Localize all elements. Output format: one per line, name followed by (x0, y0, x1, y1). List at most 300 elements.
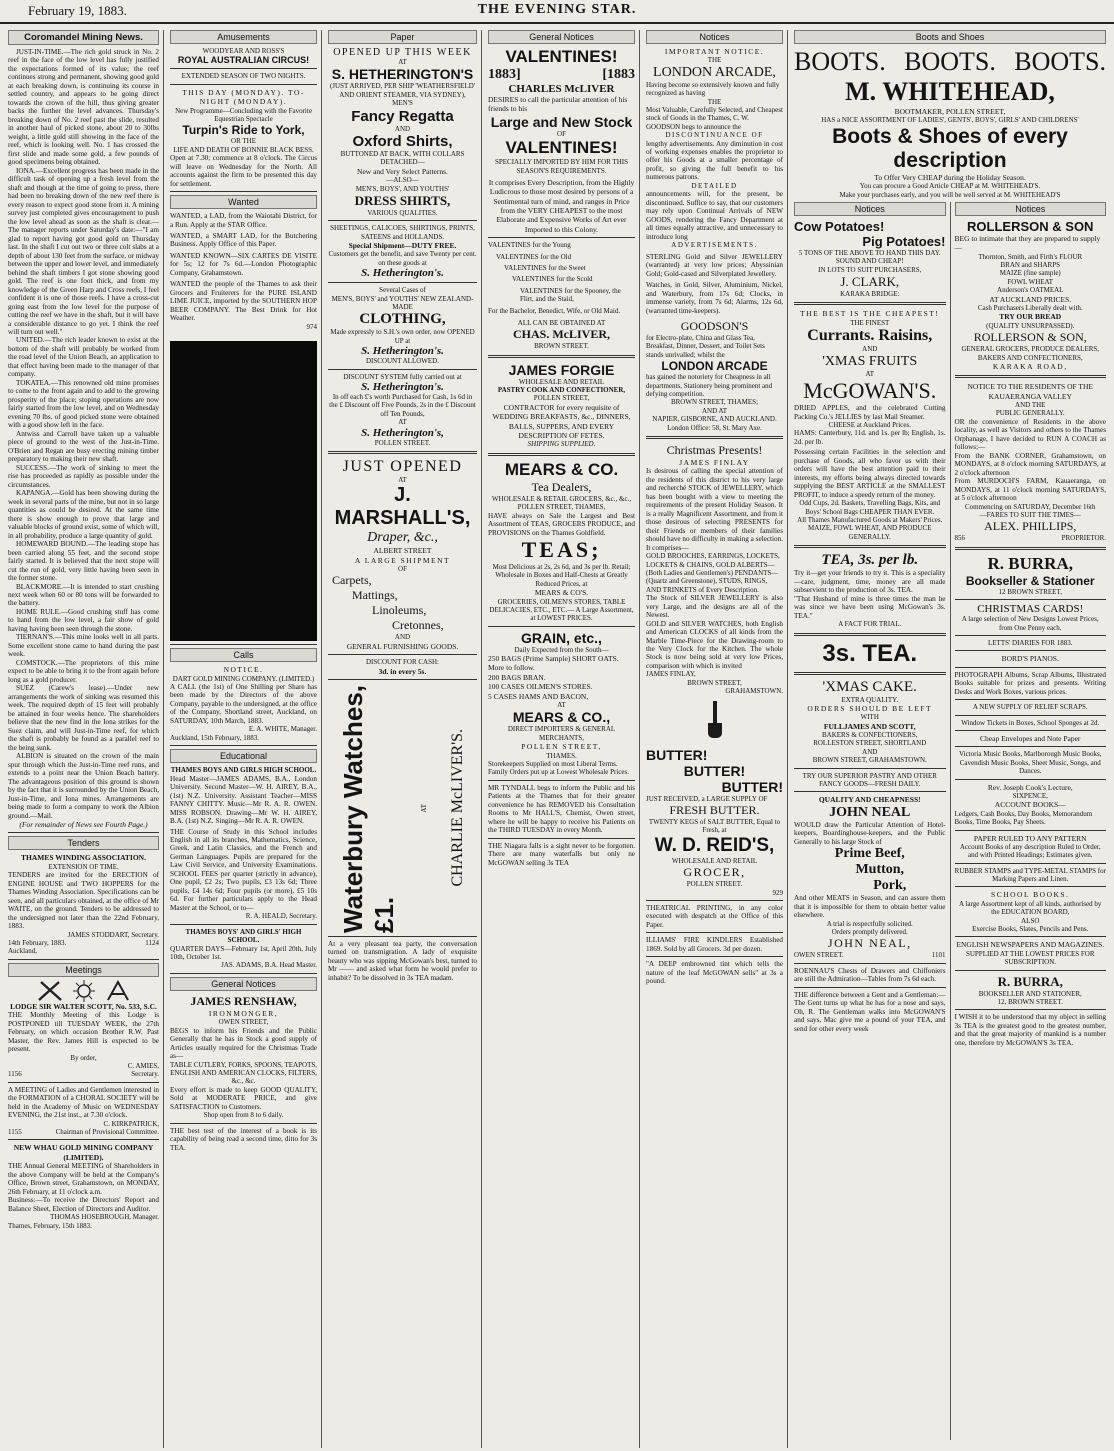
ad-body: Is desirous of calling the special attention of the residents of this district to his very large and recherché STOCK of JEWELLERY, which has been bought with a view to meeting the requirements of the present Holiday Season. It is a really Magnificent Assortment, and from it those desirous of selecting PRESENTS for their Friends or members of their families should have no difficulty in making a selection. It comprises— (646, 467, 783, 552)
ad-body: And other MEATS in Season, and can assure them that it is impossible for them to obtain better value elsewhere. (794, 894, 946, 920)
ad-line: Account Books of any description Ruled to Order, and with Printed Headings; Estimates given. (959, 842, 1101, 860)
ad-line: PUBLIC GENERALLY. (995, 409, 1065, 418)
ad-body: ROENNAU'S Chests of Drawers and Chiffoniers are still the Admiration—Tables from 7s 6d each. (794, 966, 946, 984)
tyndall-notice: MR TYNDALL begs to inform the Public and his Patients at the Thames that for their greater convenience he has REMOVED his Consultation Rooms to Mr HALL'S, Chemist, Owen street, where he will be happy to receive his Patients on the THIRD TUESDAY in every Month. (488, 783, 635, 835)
news-paragraph: ALBION is situated on the crown of the main spur through which the Just-in-Time reef runs, and extends to a point near the Union Beach battery. The advantageous position of this ground is shown by the fact that it is surrounded by the Union Beach, Just-in-Time, and Iona mines. Arrangements are being made to form a company to work the Albion ground.—Mail. (8, 752, 159, 820)
ad-headline: BUTTER! (721, 778, 783, 795)
ad-line: THAMES. (546, 751, 577, 760)
masthead (0, 0, 1114, 24)
shop-name: JOHN NEAL (829, 804, 911, 820)
ad-line: VARIOUS QUALITIES. (367, 208, 438, 217)
ad-headline: Fancy Regatta (351, 107, 454, 125)
ad-number: 929 (772, 888, 783, 897)
ad-headline: Boots & Shoes of every description (832, 124, 1068, 172)
tea-notice: "A DEEP embrowned tint which tells the nature of the leaf McGOWAN sells" at 3s a pound. (646, 960, 783, 986)
ad-line: A FACT FOR TRIAL. (838, 620, 902, 629)
ad-line: PASTRY COOK AND CONFECTIONER, (497, 386, 626, 395)
boots-word: BOOTS. (1014, 47, 1106, 76)
notices-subcolumn-a (794, 202, 951, 1440)
section-header: Meetings (8, 963, 159, 977)
ad-line: IMPORTANT NOTICE. (664, 47, 765, 56)
column-notices (642, 30, 788, 1448)
ad-line: Thornton, Smith, and Firth's FLOUR (978, 252, 1083, 261)
ad-line: AND (394, 124, 411, 133)
renshaw-items: TABLE CUTLERY, FORKS, SPOONS, TEAPOTS, ENGLISH AND AMERICAN CLOCKS, FILTERS, &c., &c. (170, 1060, 317, 1086)
ad-line: Cretonnes, (392, 618, 444, 633)
ad-line: Made expressly to S.H.'s own order, now OPENED UP at (330, 328, 475, 345)
ad-line: Carpets, (332, 573, 372, 588)
section-header: Notices (955, 202, 1107, 216)
ad-line: New and Very Select Patterns. (357, 166, 448, 176)
ad-line: Most Delicious at 2s, 2s 6d, and 3s per lb. Retail; Wholesale in Boxes and Half-Chests at Greatly Reduced Prices, at (492, 562, 631, 588)
shop-name: ALEX. PHILLIPS, (984, 519, 1077, 534)
ad-line: PROPRIETOR. (1061, 534, 1106, 543)
section-header: Educational (170, 749, 317, 763)
ad-line: GROCER, (683, 865, 746, 880)
ad-line: POLLEN STREET, (521, 742, 602, 752)
ad-line: 3d. in every 5s. (378, 666, 427, 676)
ad-line: GENERAL GROCERS, PRODUCE DEALERS, BAKERS AND CONFECTIONERS, (961, 345, 1100, 362)
year-right: [1883 (602, 67, 635, 82)
ad-line: AND AT (701, 406, 728, 415)
ad-line: MEN'S, BOYS' and YOUTHS' NEW ZEALAND-MADE (331, 294, 474, 311)
lodge-role: Secretary. (131, 1070, 159, 1079)
news-paragraph: SUCCESS.—The work of sinking to meet the rise has proceeded as rapidly as possible under the circumstances. (8, 463, 159, 489)
school-body: THE Course of Study in this School includes English in all its branches, Mathematics, Science, Greek, and Latin Classics, and the French and German Languages. Pupils are prepared for the Law Civil Service, and University Examinations. SCHOOL FEES per quarter (strictly in advance), One pupil, £2 2s; Two pupils, £3 13s 6d; Three pupils, £4 14s 6d; Four pupils (or more), £5 10s 6d. For further particulars apply to the Head Master at the School, or to— (170, 827, 317, 912)
shop-name: FULLJAMES AND SCOTT, (823, 721, 916, 731)
shop-name: GOODSON'S (680, 319, 749, 333)
ad-body: WOULD draw the Particular Attention of Hotel-keepers, Boardinghouse-keepers, and the Public Generally to his large Stock of (794, 820, 946, 846)
ad-headline: Oxford Shirts, (352, 132, 453, 150)
sun-face-icon (73, 980, 95, 1002)
school-signature: R. A. HEALD, Secretary. (245, 912, 317, 921)
shop-name: CHAS. McLIVER, (512, 327, 610, 342)
ad-body: HAVE always on Sale the Largest and Best Assortment of TEAS, GROCERS PRODUCE, and PROVISIONS on the Thames Goldfield. (488, 511, 635, 537)
ad-title: THAMES WINDING ASSOCIATION. (21, 853, 146, 863)
section-header: Tenders (8, 836, 159, 850)
ad-line: FRESH BUTTER. (669, 803, 760, 817)
mining-news-body (8, 48, 159, 820)
ad-line: BROWN STREET, THAMES; (670, 398, 759, 407)
ad-line: 12 BROWN STREET, (998, 587, 1062, 596)
ad-line: NOTICE TO THE RESIDENTS OF THE KAUAERANGA VALLEY (967, 382, 1093, 401)
ad-headline: GRAIN, etc., (521, 629, 602, 646)
ad-line: LETTS' DIARIES FOR 1883. (988, 639, 1073, 648)
ad-line: AT AUCKLAND PRICES. (989, 294, 1072, 304)
school-staff: Head Master—JAMES ADAMS, B.A., London University. Second Master—W. H. AIREY, B.A., (1st) N.Z. University. Assistant Teacher—MISS FANNY CHITTY. Music—Mr R. A. R. OWEN. MISS ROBSON. Drawing—Mr W. H. AIREY, B.A. (1st) N.Z. Singing—Mr R. A. R. OWEN. (170, 774, 317, 826)
ad-line: THE (707, 97, 722, 106)
ad-line: JAMES FINLAY, (646, 670, 696, 679)
news-paragraph: BLACKMORE.—It is intended to start crushing next week when 60 or 80 tons will be forwarded to the battery. (8, 582, 159, 608)
ad-line: POLLEN STREET, (533, 394, 590, 403)
ad-body: PHOTOGRAPH Albums, Scrap Albums, Illustrated Books suitable for prizes and presents. Writing Desks and Work Boxes, various prices. (954, 670, 1106, 696)
valentine-line: VALENTINES for the Scold (512, 275, 593, 284)
ad-line: Cash Purchasers Liberally dealt with. (977, 304, 1083, 312)
ad-line: Tea Dealers, (531, 479, 592, 494)
renshaw-street: OWEN STREET, (218, 1018, 269, 1027)
ad-line: FOWL WHEAT (1007, 277, 1054, 286)
waterbury-headline: Waterbury Watches, £1. (338, 684, 400, 933)
ad-line: RUBBER STAMPS and TYPE-METAL STAMPS for Marking Papers and Linen. (954, 866, 1106, 884)
ad-line: WHOLESALE & RETAIL GROCERS, &c., &c., (491, 494, 632, 503)
ad-line: DISCOUNT SYSTEM fully carried out at (343, 372, 462, 381)
shop-name: JAMES FINLAY (679, 457, 750, 467)
ad-line: BROWN STREET, (687, 678, 742, 687)
ad-headline: TEAS; (521, 536, 602, 562)
ad-line: KARAKA ROAD, (992, 361, 1068, 371)
ad-line: WITH (860, 713, 879, 722)
news-paragraph: IONA.—Excellent progress has been made in the difficult task of opening up a fresh level from the shaft and though at the time of going to press, there had been no breaking down of the new reef there is every reason to expect good stone from it. A mining survey just completed gives encouragement to push the low level ahead as soon as the shaft is clear.—The manager reports under Saturday's date:—"I am glad to report having got good gold on Thursday last. In the shaft I cut out two or three colt slabs at a depth of about 130 feet from the surface, or midway between the upper and lower level, and immediately behind the shaft timbers I got stone showing good gold. The reef is one foot thick, and from my knowledge of the Green Harp and Cross reefs, I feel confident it is one of those reefs. I have a cross-cut going east from the low level for the purpose of cutting the reef we have in the shaft, but it will have a considerable distance to go yet. I think the reef will turn out well." (8, 166, 159, 336)
ad-line: DETAILED (691, 181, 738, 190)
shop-name: JAMES FORGIE (508, 361, 615, 378)
ad-body: THE difference between a Gent and a Gentleman:—The Gent turns up what he has for a nose and says, Oh, R. The Gentleman walks into McGOWAN'S and says, Mac give me a pound of your TEA, and send for other every week (794, 990, 946, 1033)
ad-line: Anderson's OATMEAL (997, 286, 1064, 295)
ad-line: POLLEN STREET. (374, 438, 431, 447)
ad-line: AND THE (1015, 401, 1046, 410)
ad-headline: Pig Potatoes! (862, 233, 946, 249)
circus-or: OR THE (231, 137, 256, 146)
choral-body: A MEETING of Ladies and Gentlemen interested in the FORMATION of a CHORAL SOCIETY will be held in the Academy of Music on WEDNESDAY EVENING, the 21st inst., at 7.30 o'clock. (8, 1085, 159, 1120)
ad-headline: Prime Beef, (834, 846, 905, 862)
notice-company: DART GOLD MINING COMPANY. (LIMITED.) (172, 674, 315, 683)
ad-line: You can procure a Good Article CHEAP at M. WHITEHEAD'S. (859, 182, 1041, 191)
ad-line: In off each £'s worth Purchased for Cash, 1s 6d in the £ Discount off Five Pounds, 2s in the £ Discount off Ten Pounds, (329, 392, 476, 418)
renshaw-effort: Every effort is made to keep GOOD QUALITY, Sold at MODERATE PRICE, and give SATISFACTION to Customers. (170, 1085, 317, 1111)
ad-line: WHOLESALE AND RETAIL (518, 377, 605, 386)
wanted-ad: WANTED KNOWN—SIX CARTES DE VISITE for 5s; 12 for 7s 6d.—London Photographic Company, Grahamstown. (170, 251, 317, 277)
shop-name: W. D. REID'S, (654, 834, 775, 856)
notice-date: Auckland, 15th February, 1883. (170, 733, 259, 742)
renshaw-shop: Shop open from 8 to 6 daily. (203, 1111, 284, 1120)
ad-body: "That Husband of mine is three times the man he was since we have been using McGowan's 3s. TEA." (794, 594, 946, 620)
redacted-block (170, 341, 317, 641)
ad-number: 974 (306, 322, 317, 331)
ad-line: BORD'S PIANOS. (1001, 654, 1059, 664)
shop-name: LONDON ARCADE (661, 359, 768, 374)
ad-line: BROWN STREET, GRAHAMSTOWN. (812, 756, 927, 765)
ad-line: CHEESE at Auckland Prices. (828, 421, 911, 429)
ad-line: Window Tickets in Boxes, School Sponges at 2d. (961, 718, 1100, 727)
ad-line: BOOTMAKER, POLLEN STREET, (894, 107, 1006, 116)
ad-line: for Electro-plate, China and Glass Tea, Breakfast, Dinner, Dessert, and Toilet Sets stands unrivalled; whilst the (646, 334, 765, 359)
ad-line: DISCOUNT ALLOWED. (366, 357, 439, 366)
renshaw-foot: THE best test of the interest of a book is its capability of being read a second time, ditto for 3s TEA. (170, 1126, 317, 1152)
year-left: 1883] (488, 67, 521, 82)
ad-line: (JUST ARRIVED, PER SHIP 'WEATHERSFIELD' AND ORIENT STEAMER, VIA SYDNEY), (329, 82, 476, 99)
ad-line: POLLEN STREET, THAMES, (517, 503, 606, 512)
ad-line: DIRECT IMPORTERS & GENERAL MERCHANTS, (507, 725, 616, 742)
section-header: Wanted (170, 195, 317, 209)
ad-line: MAIZE (fine sample) (999, 269, 1061, 278)
news-paragraph: KAPANGA.—Gold has been showing during the week in several parts of the mine, but not in so large quantities as could be desired. At the same time there is show enough to prove that large and valuable blocks of ground exist, some of which will, in all probability, produce a large quantity of gold. (8, 489, 159, 540)
ad-line: DISCOUNT FOR CASH: (366, 658, 439, 667)
ad-line: Make your purchases early, and you will be well served at M. WHITEHEAD'S (839, 190, 1061, 199)
ad-date: 14th February, 1883. (8, 939, 67, 947)
ad-line: SHIPPING SUPPLIED. (527, 440, 596, 449)
ad-line: MAIZE, FOWL WHEAT, AND PRODUCE GENERALLY. (807, 524, 932, 541)
ad-headline: Mutton, (855, 862, 905, 878)
school2-title: THAMES BOYS' AND GIRLS' HIGH SCHOOL. (185, 927, 302, 945)
valentine-line: For the Bachelor, Benedict, Wife, or Old Maid. (488, 306, 621, 315)
valentine-line: VALENTINES for the Young (488, 241, 571, 250)
ad-headline: BUTTER! (646, 746, 708, 763)
ad-line: Ledgers, Cash Books, Day Books, Memorandum Books, Time Books, Pay Sheets. (954, 809, 1093, 827)
ad-line: Bookseller & Stationer (965, 573, 1095, 588)
ad-line: BROWN STREET. (534, 342, 589, 351)
shop-name: J. MARSHALL'S, (334, 484, 471, 530)
ad-headline: 'XMAS CAKE. (822, 678, 917, 695)
ad-body: HAMS: Canterbury, 11d. and 1s. per lb; English, 1s. 2d. per lb. (794, 429, 946, 446)
whau-business: Business:—To receive the Directors' Report and Balance Sheet, Election of Directors and Auditor. (8, 1196, 159, 1213)
notices-subcolumn-b (951, 202, 1107, 1440)
shop-name: MEARS & CO. (504, 459, 619, 479)
shop-name: S. Hetherington's. (361, 267, 444, 280)
ad-line: 5 TONS OF THE ABOVE TO HAND THIS DAY. (798, 248, 941, 257)
ad-line: Customers get the benefit, and save Twenty per cent. on these goods at (328, 250, 477, 267)
news-paragraph: COMSTOCK.—The proprietors of this mine expect to be able to bring it to the front again before long as a gold producer. (8, 658, 159, 684)
circus-new: New Programme—Concluding with the Favorite Equestrian Spectacle (175, 106, 312, 123)
notice-body: A CALL (the 1st) of One Shilling per Share has been made by the Directors of the above Company, payable to the undersigned, at the office of the Company, Shortland street, Auckland, on SATURDAY, 10th March, 1883. (170, 683, 317, 725)
circus-day: THIS DAY (MONDAY). TO-NIGHT (MONDAY). (182, 87, 305, 107)
ad-line: AT (865, 369, 875, 378)
ad-headline: CHRISTMAS CARDS! (977, 603, 1084, 616)
ad-line: GENERAL FURNISHING GOODS. (346, 641, 459, 651)
section-header: Amusements (170, 30, 317, 44)
valentines-list (488, 241, 635, 315)
ad-body: announcements will, for the present, be discontinued. Suffice to say, that our customers may rely upon Continual Arrivals of NEW GOODS, rendering the Fancy Department at all times equally attractive, and unnecessary to introduce long (646, 190, 783, 241)
ad-line: —ALSO— (386, 176, 419, 185)
ad-line: AT (398, 475, 407, 484)
section-header: Notices (794, 202, 946, 216)
ad-body: I WISH it to be understood that my object in selling 3s TEA is the greatest good to the greatest number, and that the great majority of mankind is a number one, therefore try McGOWAN'S 3s TEA. (954, 1013, 1106, 1047)
whau-signature: THOMAS HOSEBROUGH, Manager. (50, 1213, 159, 1222)
ad-line: Commencing on SATURDAY, December 16th (965, 502, 1096, 511)
ad-body: DRIED APPLES, and the celebrated Cutting Packing Co.'s JELLIES by last Mail Steamer. (794, 404, 946, 421)
ad-line: Victoria Music Books, Marlborough Music Books, Cavendish Music Books, Sheet Music, Songs, and Dances. (959, 750, 1102, 776)
lodge-order: By order, (70, 1053, 97, 1062)
ad-number: 1156 (8, 1070, 22, 1079)
ad-headline: Pork, (873, 878, 907, 894)
renshaw-trade: IRONMONGER, (208, 1008, 279, 1018)
ad-line: MEN'S (392, 99, 413, 108)
ad-body: Try it—get your friends to try it. This is a speciality—care, judgment, time, money are all made subservient to the production of 3s. TEA. (794, 569, 946, 595)
section-header: Paper (328, 30, 477, 44)
ad-body: GOLD and SILVER WATCHES, both English and American CLOCKS of all kinds from the Marble Time-Piece for the Drawing-room to the Very Clock for the Kitchen. The whole Stock is now being sold at very low Prices, comparison with which is invited (646, 619, 783, 670)
notice-signature: E. A. WHITE, Manager. (248, 725, 317, 734)
ad-body: STERLING Gold and Silver JEWELLERY (warranted) at very low prices; Abyssinian Gold; Gold-cased and Silverplated Jewellery. (646, 252, 783, 278)
ad-line: Daily Expected from the South— (514, 645, 609, 654)
ad-line: SUPPLIED AT THE LOWEST PRICES FOR SUBSCRIPTION. (965, 949, 1095, 967)
ad-line: TRY OUR BREAD (999, 312, 1062, 322)
ad-line: GRAHAMSTOWN. (725, 687, 783, 696)
news-paragraph: SUEZ (Carew's lease).—Under new arrangements the work of sinking was resumed this week. The required depth of 15 feet will probably be attained in four weeks hence. The shareholders believe that the new find in the Iona strikes for the Suez claim, and will Just-in-Time reef, for which the shaft is probably be found as a parallel reef to the being sunk. (8, 684, 159, 752)
ad-line: OPENED UP THIS WEEK (333, 47, 472, 58)
ad-line: DESIRES to call the particular attention of his friends to his (488, 95, 628, 114)
ad-line: Several Cases of (379, 286, 426, 295)
ad-line: GROCERIES, OILMEN'S STORES, TABLE DELICACIES, ETC., ETC.— A Large Assortment, at LOWEST PRICES. (489, 597, 634, 623)
valentine-line: VALENTINES for the Sweet (504, 263, 586, 272)
lodge-signature: C. AMIES, (127, 1061, 159, 1070)
ad-line: ROLLESTON STREET, SHORTLAND (813, 739, 927, 748)
ad-line: BRAN and SHARPS (1000, 261, 1060, 270)
school-title: THAMES BOYS AND GIRLS HIGH SCHOOL. (170, 766, 317, 775)
ad-line: SHEETINGS, CALICOES, SHIRTINGS, PRINTS, SATEENS and HOLLANDS. (330, 224, 475, 241)
ad-line: ALSO (1021, 916, 1040, 925)
shop-name: ROLLERSON & SON (967, 218, 1094, 234)
ad-subtitle: EXTENSION OF TIME. (48, 862, 119, 871)
wanted-ad: WANTED the people of the Thames to ask their Grocers and Fruiterers for the PURE ISLAND LIME JUICE, imported by the SOUTHERN HOP BEER COMPANY. The Best Drink for Hot Weather. (170, 280, 317, 323)
ad-headline: VALENTINES! (505, 138, 618, 158)
ad-line: AND (394, 633, 411, 642)
ad-line: ORDERS SHOULD BE LEFT (807, 703, 933, 713)
section-header: Boots and Shoes (794, 30, 1106, 44)
boots-word: BOOTS. (794, 47, 886, 76)
ad-line: ALBERT STREET (373, 546, 432, 556)
ad-line: NAPIER, GISBORNE, AND AUCKLAND. (652, 415, 777, 424)
ad-body: The Stock of SILVER JEWELLERY is also very Large, and the designs are all of the Newest. (646, 594, 783, 620)
section-header: Calls (170, 648, 317, 662)
ad-line: PAPER RULED TO ANY PATTERN (973, 833, 1087, 843)
ad-signature: JAMES STODDART, Secretary. (67, 930, 159, 939)
ad-number: 856 (954, 534, 965, 543)
shop-name: JOHN NEAL, (827, 936, 912, 951)
news-paragraph: Antwiss and Carroll have taken up a valuable piece of ground to the west of the Just-in-Time. O'Brien and Regan are busy erecting mining timber preparatory to making their new shaft. (8, 429, 159, 464)
ad-line: POLLEN STREET. (686, 880, 743, 889)
ad-line: London Office: 58, St. Mary Axe. (667, 423, 762, 432)
ad-line: ENGLISH NEWSPAPERS AND MAGAZINES. (956, 940, 1105, 950)
ad-line: SIXPENCE, (1012, 791, 1048, 800)
crossed-swords-icon (37, 980, 63, 1002)
ad-line: Rev. Joseph Cook's Lecture, (987, 782, 1073, 792)
ad-place: Auckland, (8, 947, 37, 956)
lodge-emblem (8, 980, 159, 1002)
shop-name: R. BURRA, (987, 553, 1073, 573)
ad-line: Exercise Books, Slates, Pencils and Pens. (972, 924, 1089, 933)
ad-line: AT (398, 418, 407, 427)
ad-line: SPECIALLY IMPORTED BY HIM FOR THIS SEASON'S REQUIREMENTS. (495, 158, 628, 175)
issue-date: February 19, 1883. (28, 3, 127, 18)
ad-headline: JUST OPENED (342, 457, 463, 475)
ad-line: OF (398, 565, 407, 574)
column-amusements (166, 30, 322, 1448)
whau-body: THE Annual General MEETING of Shareholders in the above Company will be held at the Company's Office, Brown street, Grahamstown, on MONDAY, 26th February, at 11 o'clock a.m. (8, 1162, 159, 1196)
ad-line: ADVERTISEMENTS. (671, 241, 758, 250)
ad-body: OR the convenience of Residents in the above locality, as well as Visitors and others to the Thames Orphanage, I have decided to RUN A COACH as follows;— (954, 417, 1106, 452)
theatrical-notice: THEATRICAL PRINTING, in any color executed with despatch at the Office of this Paper. (646, 903, 783, 929)
ad-line: has gained the notoriety for Cheapness in all departments, Stationery being prominent and defying competition. (646, 373, 773, 398)
ad-headline: 3s. TEA. (822, 639, 918, 667)
valentine-line: VALENTINES for the Spooney, the Flirt, and the Staid, (520, 286, 621, 304)
boots-word: BOOTS. (904, 47, 996, 76)
ad-line: JUST RECEIVED, a LARGE SUPPLY OF (646, 794, 768, 803)
ad-line: AT (420, 803, 429, 813)
grain-item: 5 CASES HAMS AND BACON, (488, 691, 589, 701)
ad-headline: 'XMAS FRUITS (822, 353, 918, 369)
section-header: Coromandel Mining News. (8, 30, 159, 45)
ad-body: Possessing certain Facilities in the selection and purchase of Goods, all who favor us with their orders will have the best attention paid to their interests, my efforts being always directed towards supplying the BEST ARTICLE at the SMALLEST PROFIT, to induce a speedy return of the money. (794, 448, 946, 499)
renshaw-body: BEGS to inform his Friends and the Public Generally that he has in Stock a good supply of Articles usually required for the Christmas Trade as— (170, 1026, 317, 1061)
ad-headline: CLOTHING, (359, 311, 446, 328)
ad-line: Most Valuable, Carefully Selected, and Cheapest stock of Goods in the Thames, C. W. GOODSON begs to announce the (646, 105, 783, 131)
ad-line: Storekeepers Supplied on most Liberal Terms. Family Orders put up at Lowest Wholesale Prices. (488, 759, 630, 777)
ad-line: A large selection of New Designs Lowest Prices, from One Penny each. (961, 615, 1099, 632)
ad-line: A trial is respectfully solicited. (826, 919, 913, 928)
ad-line: Cheap Envelopes and Note Paper (980, 734, 1081, 744)
lodge-body: THE Monthly Meeting of this Lodge is POSTPONED till TUESDAY WEEK, the 27th February, on which occasion Brother R.W. Past Master, the Rev. James Hill is expected to be present. (8, 1011, 159, 1054)
shop-name: R. BURRA, (997, 973, 1063, 989)
news-paragraph: JUST-IN-TIME.—The rich gold struck in No. 2 reef in the face of the low level has fully justified the expectations formed of its value; the reef continues strong and permanent, showing good gold at each breaking down, is continuing its course in settled country, and appears to be going direct towards the crown of the hill, thus giving greater backs the further the level advances. Thursday's breaking down of No. 2 reef past the slide, resulted in another haul of picked stone, about 20 to 30lbs weight, a little gold still showing in the face of the reef, which is looking well. No. 1 has crossed the first slide and made some gold, a few pounds of good specimens being obtained. (8, 48, 159, 167)
section-header: Notices (646, 30, 783, 44)
wanted-ad: WANTED, a LAD, from the Waiotahi District, for a Run. Apply at the STAR Office. (170, 212, 317, 229)
school2-signature: JAS. ADAMS, B.A. Head Master. (221, 961, 317, 970)
ad-line: Mattings, (352, 588, 398, 603)
ad-line: To Offer Very CHEAP during the Holiday Season. (874, 172, 1026, 182)
renshaw-name: JAMES RENSHAW, (190, 993, 297, 1008)
ad-line: ALL CAN BE OBTAINED AT (517, 318, 606, 327)
whau-date: Thames, February, 15th 1883. (8, 1221, 92, 1230)
ad-line: AT (557, 700, 566, 709)
ad-headline: Cow Potatoes! (794, 218, 885, 234)
shop-name: J. CLARK, (840, 274, 900, 290)
ad-line: A LARGE SHIPMENT (354, 555, 451, 565)
shop-name: McGOWAN'S. (803, 378, 937, 404)
newspaper-title: THE EVENING STAR. (477, 2, 637, 17)
year-row (488, 67, 635, 83)
ad-headline: DRESS SHIRTS, (354, 192, 451, 208)
ad-line: OF (557, 129, 566, 138)
ad-line: GOLD BROOCHES, EARRINGS, LOCKETS, LOCKETS & CHAINS, GOLD ALBERTS—(Both Ladies and Gentlemen's) PENDANTS—(Quartz and Greenstone), STUDS, RINGS, AND TRINKETS of Every Description. (646, 552, 780, 594)
section-header: General Notices (170, 977, 317, 991)
ad-line: THE (707, 56, 722, 65)
choral-signature: C. KIRKPATRICK, (103, 1119, 159, 1128)
circus-owners: WOODYEAR AND ROSS'S (202, 47, 285, 55)
news-paragraph: TIERNAN'S.—This mine looks well in all parts. Some excellent stone came to hand during the past week. (8, 633, 159, 659)
kindlers-notice: ILLIAMS' FIRE KINDLERS Established 1869. Sold by all Grocers. 3d per dozen. (646, 936, 783, 953)
ad-line: Odd Cups, 2d. Baskets, Travelling Bags, Kits, and Boys' School Bags CHEAPER THAN EVER. (799, 499, 941, 516)
shop-name: S. HETHERINGTON'S (331, 66, 474, 83)
ad-body: From MURDOCH'S FARM, Kauaeranga, on MONDAYS, at 11 o'clock morning SATURDAYS, at 5 o'clock afternoon (954, 477, 1106, 503)
ad-line: A large Assortment kept of all kinds, authorised by the EDUCATION BOARD, (959, 899, 1102, 917)
ad-line: OWEN STREET. (794, 951, 844, 960)
column-boots-and-notices (790, 30, 1110, 1448)
column-hetherington (324, 30, 482, 1448)
ad-line: AND (862, 747, 878, 756)
ad-line: Orders promptly delivered. (831, 928, 908, 937)
circus-subtitle: EXTENDED SEASON OF TWO NIGHTS. (181, 72, 306, 81)
ad-line: HAS a NICE ASSORTMENT OF LADIES', GENTS', BOYS', GIRLS' AND CHILDRENS' (821, 116, 1079, 125)
news-paragraph: HOMEWARD BOUND.—The leading stope has been carried along 55 feet, and the second stope fairly started. It is believed that the next stope will cut the run of gold, very little having been seen in the former stone. (8, 540, 159, 583)
school2-body: QUARTER DAYS—February 1st, April 20th, July 10th, October 1st. (170, 944, 317, 961)
ad-line: MEARS & CO'S. (534, 588, 589, 598)
ad-line: TWENTY KEGS of SALT BUTTER, Equal to Fresh, at (648, 818, 781, 835)
ad-line: EXTRA QUALITY. (841, 695, 899, 704)
ad-number: 1124 (145, 939, 159, 947)
circus-open: Open at 7.30; commence at 8 o'clock. The Circus will leave on Wednesday for the North. All accounts against the firm to be presented this day for settlement. (170, 154, 317, 188)
whau-title: NEW WHAU GOLD MINING COMPANY (LIMITED). (13, 1143, 154, 1162)
ad-line: 12, BROWN STREET. (997, 997, 1063, 1006)
ad-headline: Christmas Presents! (666, 442, 763, 457)
news-paragraph: UNITED.—The rich leader known to exist at the bottom of the shaft will probably be worked from the road level of the Union Beach, an application to that effect having been made to the manager of that company. (8, 336, 159, 379)
shop-name: S. Hetherington's. (361, 380, 444, 393)
shop-name: LONDON ARCADE, (653, 64, 776, 80)
ad-line: —FARES TO SUIT THE TIMES— (979, 511, 1081, 520)
compass-square-icon (105, 980, 131, 1002)
ad-number: 1155 (8, 1128, 22, 1137)
shop-name: MEARS & CO., (512, 709, 611, 726)
pointing-hand-icon (646, 699, 783, 744)
ad-headline: VALENTINES! (505, 47, 618, 66)
waterbury-ad (328, 683, 477, 933)
